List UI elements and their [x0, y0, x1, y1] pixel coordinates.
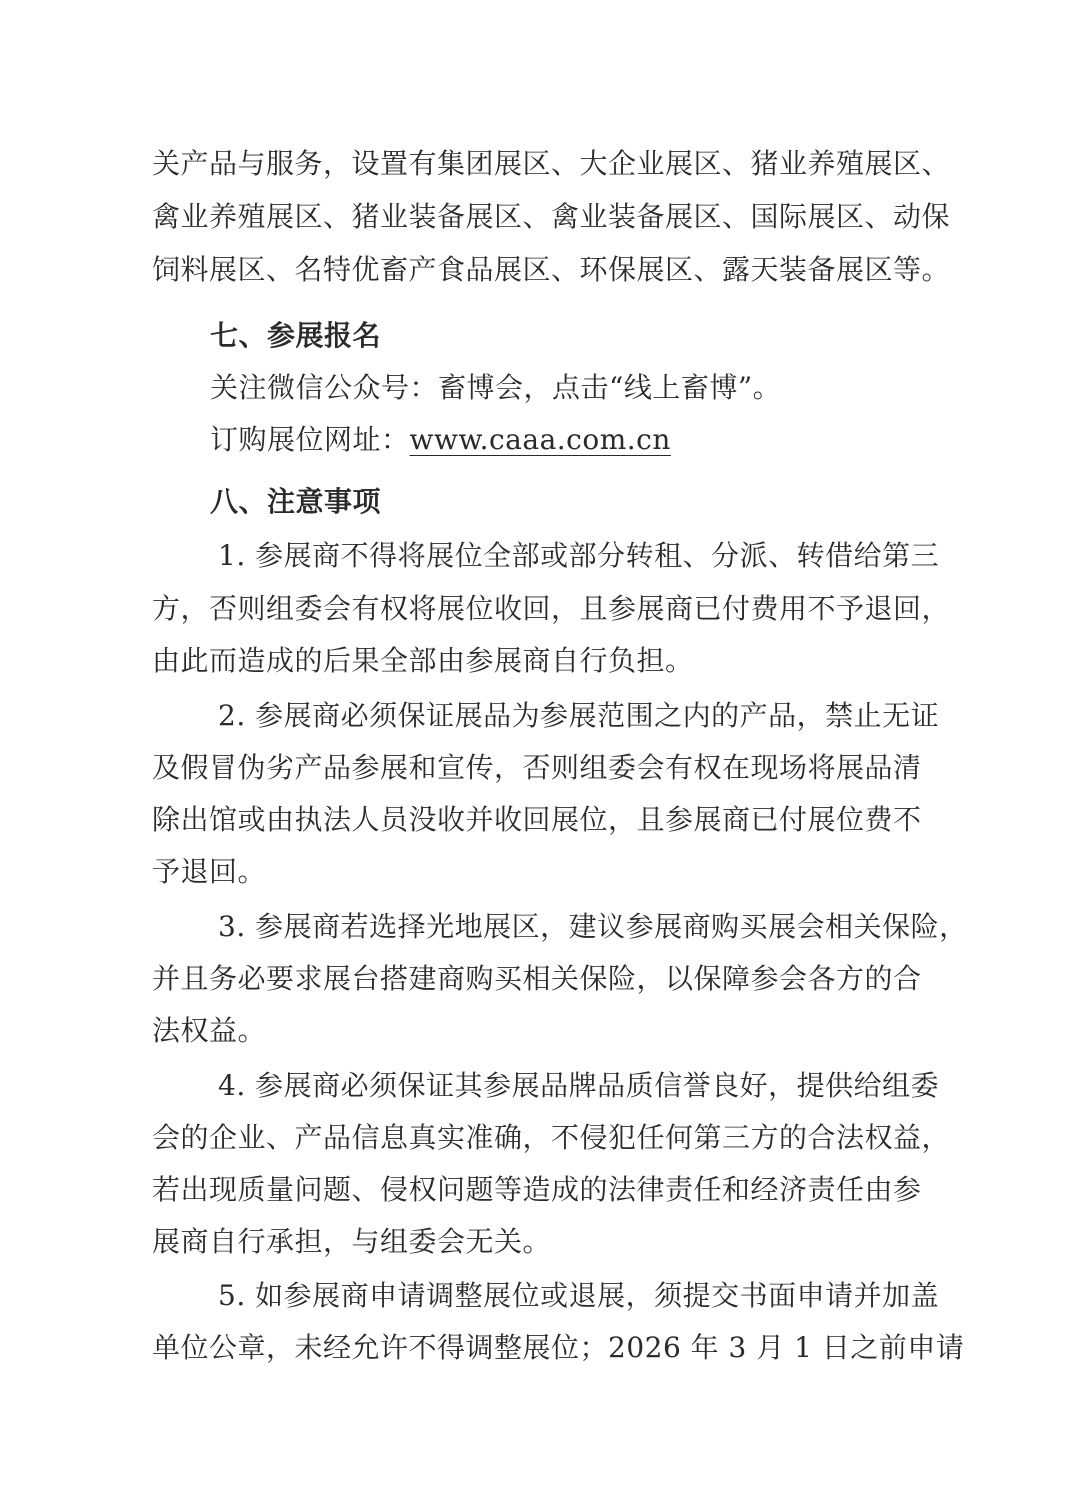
notice-item-1-line-1: 1. 参展商不得将展位全部或部分转租、分派、转借给第三: [218, 539, 940, 572]
booking-url-label: 订购展位网址：: [210, 423, 410, 456]
booking-url-link[interactable]: www.caaa.com.cn: [409, 423, 671, 456]
intro-line-1: 关产品与服务，设置有集团展区、大企业展区、猪业养殖展区、: [152, 147, 951, 180]
notice-item-2-line-4: 予退回。: [152, 855, 267, 888]
notice-item-2-line-3: 除出馆或由执法人员没收并收回展位，且参展商已付展位费不: [152, 803, 922, 836]
section-8-heading: 八、注意事项: [210, 485, 382, 518]
notice-item-2-line-1: 2. 参展商必须保证展品为参展范围之内的产品，禁止无证: [218, 699, 940, 732]
notice-item-3-line-2: 并且务必要求展台搭建商购买相关保险，以保障参会各方的合: [152, 962, 922, 995]
booking-url-row: [210, 422, 671, 458]
notice-item-4-line-3: 若出现质量问题、侵权问题等造成的法律责任和经济责任由参: [152, 1173, 922, 1206]
notice-item-4-line-2: 会的企业、产品信息真实准确，不侵犯任何第三方的合法权益，: [152, 1121, 951, 1154]
notice-item-1-line-2: 方，否则组委会有权将展位收回，且参展商已付费用不予退回，: [152, 592, 951, 625]
notice-item-3-line-1: 3. 参展商若选择光地展区，建议参展商购买展会相关保险，: [218, 910, 968, 943]
notice-item-3-line-3: 法权益。: [152, 1014, 267, 1047]
wechat-instruction: 关注微信公众号：畜博会，点击“线上畜博”。: [210, 371, 782, 404]
notice-item-5-line-1: 5. 如参展商申请调整展位或退展，须提交书面申请并加盖: [218, 1279, 940, 1312]
section-7-heading: 七、参展报名: [210, 319, 382, 352]
notice-item-5-line-2: 单位公章，未经允许不得调整展位；2026 年 3 月 1 日之前申请: [152, 1331, 965, 1364]
notice-item-1-line-3: 由此而造成的后果全部由参展商自行负担。: [152, 644, 694, 677]
intro-line-3: 饲料展区、名特优畜产食品展区、环保展区、露天装备展区等。: [152, 253, 951, 286]
notice-item-2-line-2: 及假冒伪劣产品参展和宣传，否则组委会有权在现场将展品清: [152, 751, 922, 784]
notice-item-4-line-4: 展商自行承担，与组委会无关。: [152, 1225, 552, 1258]
intro-line-2: 禽业养殖展区、猪业装备展区、禽业装备展区、国际展区、动保: [152, 200, 951, 233]
notice-item-4-line-1: 4. 参展商必须保证其参展品牌品质信誉良好，提供给组委: [218, 1069, 940, 1102]
